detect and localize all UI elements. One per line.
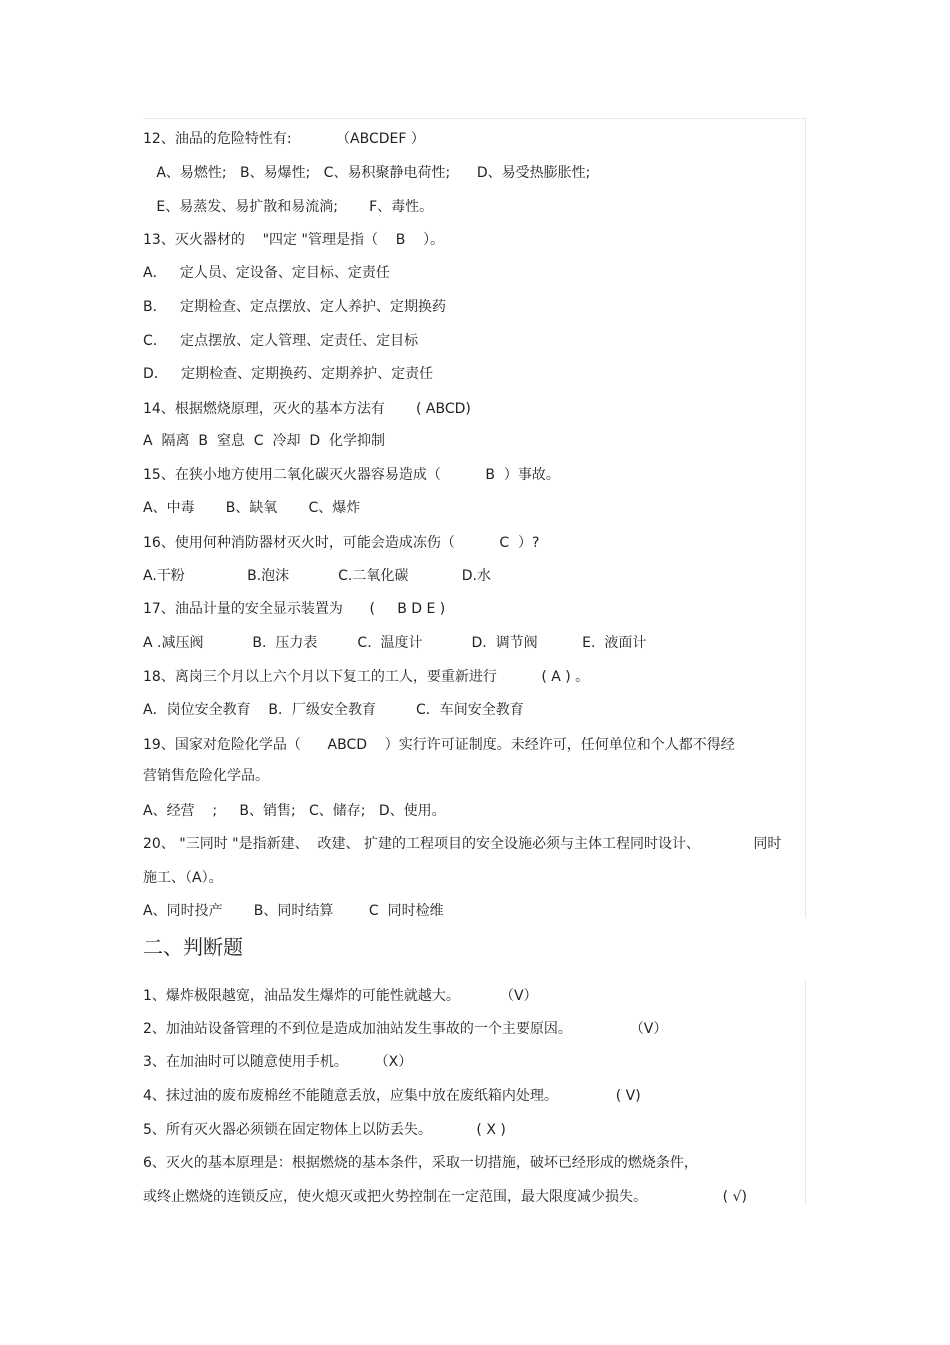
question-14: 14、根据燃烧原理，灭火的基本方法有 ( ABCD) [143,401,471,417]
question-18: 18、离岗三个月以上六个月以下复工的工人，要重新进行 ( A ) 。 [143,669,590,685]
question-19-continued: 营销售危险化学品。 [143,768,269,784]
question-12-options-e-f: E、易蒸发、易扩散和易流淌; F、毒性。 [143,199,434,215]
section-heading-true-false: 二、判断题 [143,935,243,959]
question-20: 20、 "三同时 "是指新建、 改建、 扩建的工程项目的安全设施必须与主体工程同时设计、 同时 [143,836,782,852]
question-16: 16、使用何种消防器材灭火时，可能会造成冻伤（ C ）? [143,535,540,551]
question-19-options: A、经营 ; B、销售; C、储存; D、使用。 [143,803,446,819]
judgement-3: 3、在加油时可以随意使用手机。 （X） [143,1054,413,1070]
judgement-6-continued: 或终止燃烧的连锁反应，使火熄灭或把火势控制在一定范围，最大限度减少损失。 ( √) [143,1189,747,1205]
judgement-6: 6、灭火的基本原理是：根据燃烧的基本条件，采取一切措施，破坏已经形成的燃烧条件， [143,1155,698,1171]
judgement-4: 4、抹过油的废布废棉丝不能随意丢放，应集中放在废纸箱内处理。 ( V) [143,1088,641,1104]
question-18-options: A．岗位安全教育 B．厂级安全教育 C．车间安全教育 [143,702,524,718]
question-13-option-b: B． 定期检查、定点摆放、定人养护、定期换药 [143,299,446,315]
question-15: 15、在狭小地方使用二氧化碳灭火器容易造成（ B ）事故。 [143,467,560,483]
question-17: 17、油品计量的安全显示装置为 ( B D E ) [143,601,446,617]
judgement-5: 5、所有灭火器必须锁在固定物体上以防丢失。 ( X ) [143,1122,506,1138]
question-12-options-a-d: A、易燃性; B、易爆性; C、易积聚静电荷性; D、易受热膨胀性; [143,165,591,181]
question-14-options: A 隔离 B 窒息 C 冷却 D 化学抑制 [143,433,386,449]
judgement-2: 2、加油站设备管理的不到位是造成加油站发生事故的一个主要原因。 （V） [143,1021,668,1037]
question-16-options: A.干粉 B.泡沫 C.二氧化碳 D.水 [143,568,491,584]
question-20-options: A、同时投产 B、同时结算 C 同时检维 [143,903,444,919]
question-13: 13、灭火器材的 "四定 "管理是指（ B ）。 [143,232,445,248]
question-13-option-d: D． 定期检查、定期换药、定期养护、定责任 [143,366,434,382]
question-12: 12、油品的危险特性有: （ABCDEF ） [143,131,425,147]
question-13-option-c: C． 定点摆放、定人管理、定责任、定目标 [143,333,419,349]
question-13-option-a: A． 定人员、定设备、定目标、定责任 [143,265,390,281]
judgement-1: 1、爆炸极限越宽，油品发生爆炸的可能性就越大。 （V） [143,988,538,1004]
question-17-options: A .减压阀 B. 压力表 C. 温度计 D. 调节阀 E. 液面计 [143,635,647,651]
question-20-continued: 施工、（A）。 [143,870,223,886]
question-19: 19、国家对危险化学品（ ABCD ）实行许可证制度。未经许可，任何单位和个人都不得经 [143,737,735,753]
question-15-options: A、中毒 B、缺氧 C、爆炸 [143,500,361,516]
